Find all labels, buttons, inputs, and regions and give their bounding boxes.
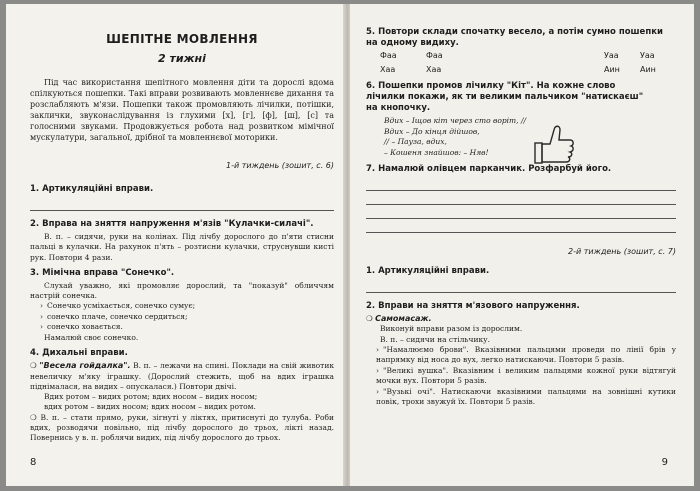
answer-line <box>366 279 676 293</box>
thumbs-up-icon <box>532 120 576 172</box>
week-label: 1-й тиждень (зошит, с. 6) <box>226 161 334 170</box>
list-item: › Сонечко усміхається, сонечко сумує; <box>30 301 334 312</box>
answer-line <box>366 219 676 233</box>
syllable: Аин <box>640 65 656 74</box>
syllable: Фаа <box>426 51 443 60</box>
exercise-text: В. п. – лежачи на спині. Поклади на свій животик невеличку м'яку іграшку. (Дорослий стежить, щоб на вдих іграшка піднімалася, на видих – опускалася.) Повтори двічі. <box>30 361 335 391</box>
list-item: › "Намалюємо брови". Вказівними пальцями проведи по лінії брів у напрямку від носа до вух, легко натискаючи. Повтори 5 разів. <box>366 345 676 366</box>
page-subtitle: 2 тижні <box>158 52 206 65</box>
list-item: › "Вузькі очі". Натискаючи вказівними пальцями на зовнішні кутики повік, трохи звужуй їх. Повтори 5 разів. <box>366 387 676 408</box>
exercise-text-2: В. п. – стати прямо, руки, зігнуті у ліктях, притиснуті до тулуба. Роби вдих, розводячи повільно, під лічбу дорослого до трьох, лікті назад. Повернись у в. п. роблячи видих, під лічбу дорослого до трьох. <box>30 412 335 443</box>
list-item: › "Великі вушка". Вказівним і великим пальцями кожної руки відтягуй мочки вух. Повтори 5 разів. <box>366 366 676 387</box>
page-number: 9 <box>661 457 668 468</box>
section-2-heading: 2. Вправи на зняття м'язового напруження. <box>366 301 580 311</box>
answer-line <box>30 197 334 211</box>
intro-paragraph: Під час використання шепітного мовлення діти та дорослі вдома спілкуються пошепки. Такі вправи розвивають мовленнєве дихання та розслабляють м'язи. Пошепки також промовляють лічилки, потішки, заклички, звуконаслідування із глухими [х], [г], [ф], [ш], [с] та голосними звуками. Продовжується робота над розвитком мімічної мускулатури, загальної, дрібної та мовленнєвої моторики. <box>30 78 334 142</box>
section-3-text: Слухай уважно, які промовляє дорослий, та "показуй" обличчям настрій сонечка. <box>30 280 334 301</box>
section-5-heading: 5. Повтори склади спочатку весело, а потім сумно пошепки на одному видиху. <box>366 27 663 48</box>
list-item: › сонечко ховається. <box>30 322 334 333</box>
section-1-heading: 1. Артикуляційні вправи. <box>30 184 154 194</box>
massage-list <box>366 345 676 408</box>
syllable: Хаа <box>380 65 396 74</box>
page-number: 8 <box>30 457 37 468</box>
syllable: Уаа <box>640 51 655 60</box>
section-7-heading: 7. Намалюй олівцем парканчик. Розфарбуй його. <box>366 164 612 174</box>
circle-bullet-icon: ❍ <box>30 361 40 371</box>
right-page <box>350 4 694 486</box>
syllable: Хаа <box>426 65 442 74</box>
section-2-text: В. п. – сидячи, руки на колінах. Під лічбу дорослого до п'яти стисни пальці в кулачки. На рахунок п'ять – розтисни кулачки, струснувши кисті рук. Повтори 4 рази. <box>30 232 334 262</box>
rhyme-line: // – Пауза, вдих, <box>384 137 447 146</box>
syllable-row <box>366 65 676 75</box>
list-item: › сонечко плаче, сонечко сердиться; <box>30 312 334 323</box>
breathing-line-2: вдих ротом – видих носом; вдих носом – видих ротом. <box>44 402 256 412</box>
week-label: 2-й тиждень (зошит, с. 7) <box>568 247 676 256</box>
syllable-row <box>366 51 676 61</box>
answer-line <box>366 191 676 205</box>
answer-line <box>366 205 676 219</box>
section-4-heading: 4. Дихальні вправи. <box>30 348 128 359</box>
instruction-text: В. п. – сидячи на стільчику. <box>380 334 490 344</box>
circle-bullet-icon: ❍ <box>366 314 376 323</box>
rhyme-line: – Кошеня знайшов: – Няв! <box>384 147 489 157</box>
instruction-text: Виконуй вправи разом із дорослим. <box>380 324 523 334</box>
section-2-heading: 2. Вправа на зняття напруження м'язів "Кулачки-силачі". <box>30 219 314 229</box>
section-3-end: Намалюй своє сонечко. <box>44 332 139 342</box>
exercise-title: "Весела гойдалка". <box>39 361 131 371</box>
left-page <box>6 4 346 486</box>
exercise-title: Самомасаж. <box>375 314 432 323</box>
circle-bullet-icon: ❍ <box>30 412 41 422</box>
rhyme-line: Вдих – До кінця дійшов, <box>384 126 480 136</box>
answer-line <box>366 177 676 191</box>
syllable: Уаа <box>604 51 619 60</box>
section-3-list <box>30 301 334 333</box>
syllable: Аин <box>604 65 620 74</box>
section-6-heading: 6. Пошепки промов лічилку "Кіт". На кожне слово лічилки покажи, як ти великим пальчиком "натискаєш" на кнопочку. <box>366 81 644 113</box>
section-1-heading: 1. Артикуляційні вправи. <box>366 266 490 276</box>
syllable: Фаа <box>380 51 397 60</box>
page-title: ШЕПІТНЕ МОВЛЕННЯ <box>106 32 258 46</box>
breathing-line-1: Вдих ротом – видих ротом; вдих носом – видих носом; <box>44 392 258 402</box>
rhyme-line: Вдих – Іщов кіт через сто воріт, // <box>384 116 526 125</box>
section-3-heading: 3. Мімічна вправа "Сонечко". <box>30 267 175 278</box>
